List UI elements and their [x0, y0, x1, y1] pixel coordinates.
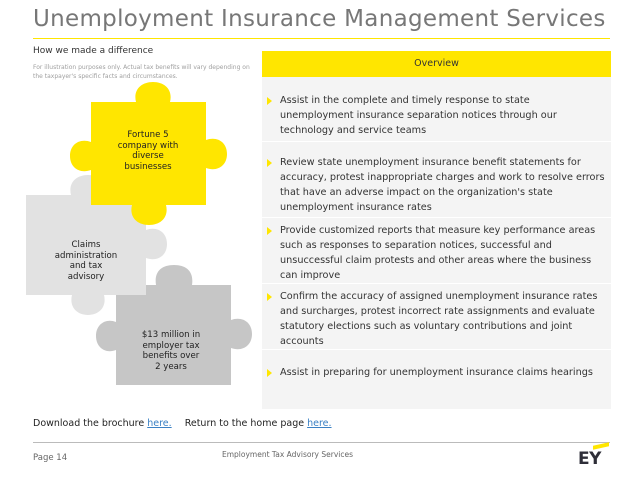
- piece-label-claims: Claims administration and tax advisory: [54, 240, 118, 282]
- title-divider: [33, 38, 610, 39]
- bullet-arrow-icon: [267, 293, 272, 301]
- footer-divider: [33, 442, 610, 443]
- bullet-arrow-icon: [267, 227, 272, 235]
- overview-item: [262, 365, 611, 405]
- overview-item: [262, 93, 611, 142]
- bullet-arrow-icon: [267, 159, 272, 167]
- overview-item: [262, 155, 611, 218]
- return-prefix: Return to the home page: [184, 418, 308, 429]
- puzzle-graphic: [26, 80, 266, 410]
- download-prefix: Download the brochure: [33, 418, 148, 429]
- overview-item: [262, 289, 611, 350]
- overview-item-text: Assist in preparing for unemployment insurance claims hearings: [280, 367, 593, 378]
- overview-item-text: Review state unemployment insurance benefit statements for accuracy, protest inappropriate charges and work to resolve errors that have an adverse impact on the organization's state unemployment insurance rates: [280, 157, 605, 213]
- overview-item-text: Confirm the accuracy of assigned unemployment insurance rates and surcharges, protest incorrect rate assignments and evaluate statutory elections such as voluntary contributions and joint accounts: [280, 291, 598, 347]
- overview-item-text: Assist in the complete and timely response to state unemployment insurance separation notices through our technology and service teams: [280, 95, 557, 136]
- return-home-link[interactable]: here.: [307, 418, 332, 429]
- footer-links: [33, 418, 332, 429]
- overview-item-text: Provide customized reports that measure key performance areas such as responses to separation notices, successful and unsuccessful claim protests and other areas where the business can improve: [280, 225, 596, 281]
- overview-header: Overview: [262, 51, 611, 77]
- page-title: Unemployment Insurance Management Services: [33, 6, 606, 32]
- bullet-arrow-icon: [267, 369, 272, 377]
- overview-item: [262, 223, 611, 284]
- bullet-arrow-icon: [267, 97, 272, 105]
- piece-label-fortune: Fortune 5 company with diverse businesses: [117, 130, 179, 172]
- footer-center-text: Employment Tax Advisory Services: [222, 450, 353, 459]
- section-subtitle: How we made a difference: [33, 46, 154, 56]
- page-number: Page 14: [33, 453, 68, 463]
- overview-panel: [262, 51, 611, 409]
- ey-logo: EY: [578, 449, 601, 469]
- piece-label-benefits: $13 million in employer tax benefits over 2 years: [141, 330, 201, 372]
- download-brochure-link[interactable]: here.: [147, 418, 172, 429]
- disclaimer-text: For illustration purposes only. Actual tax benefits will vary depending on the taxpayer's specific facts and circumstances.: [33, 64, 250, 80]
